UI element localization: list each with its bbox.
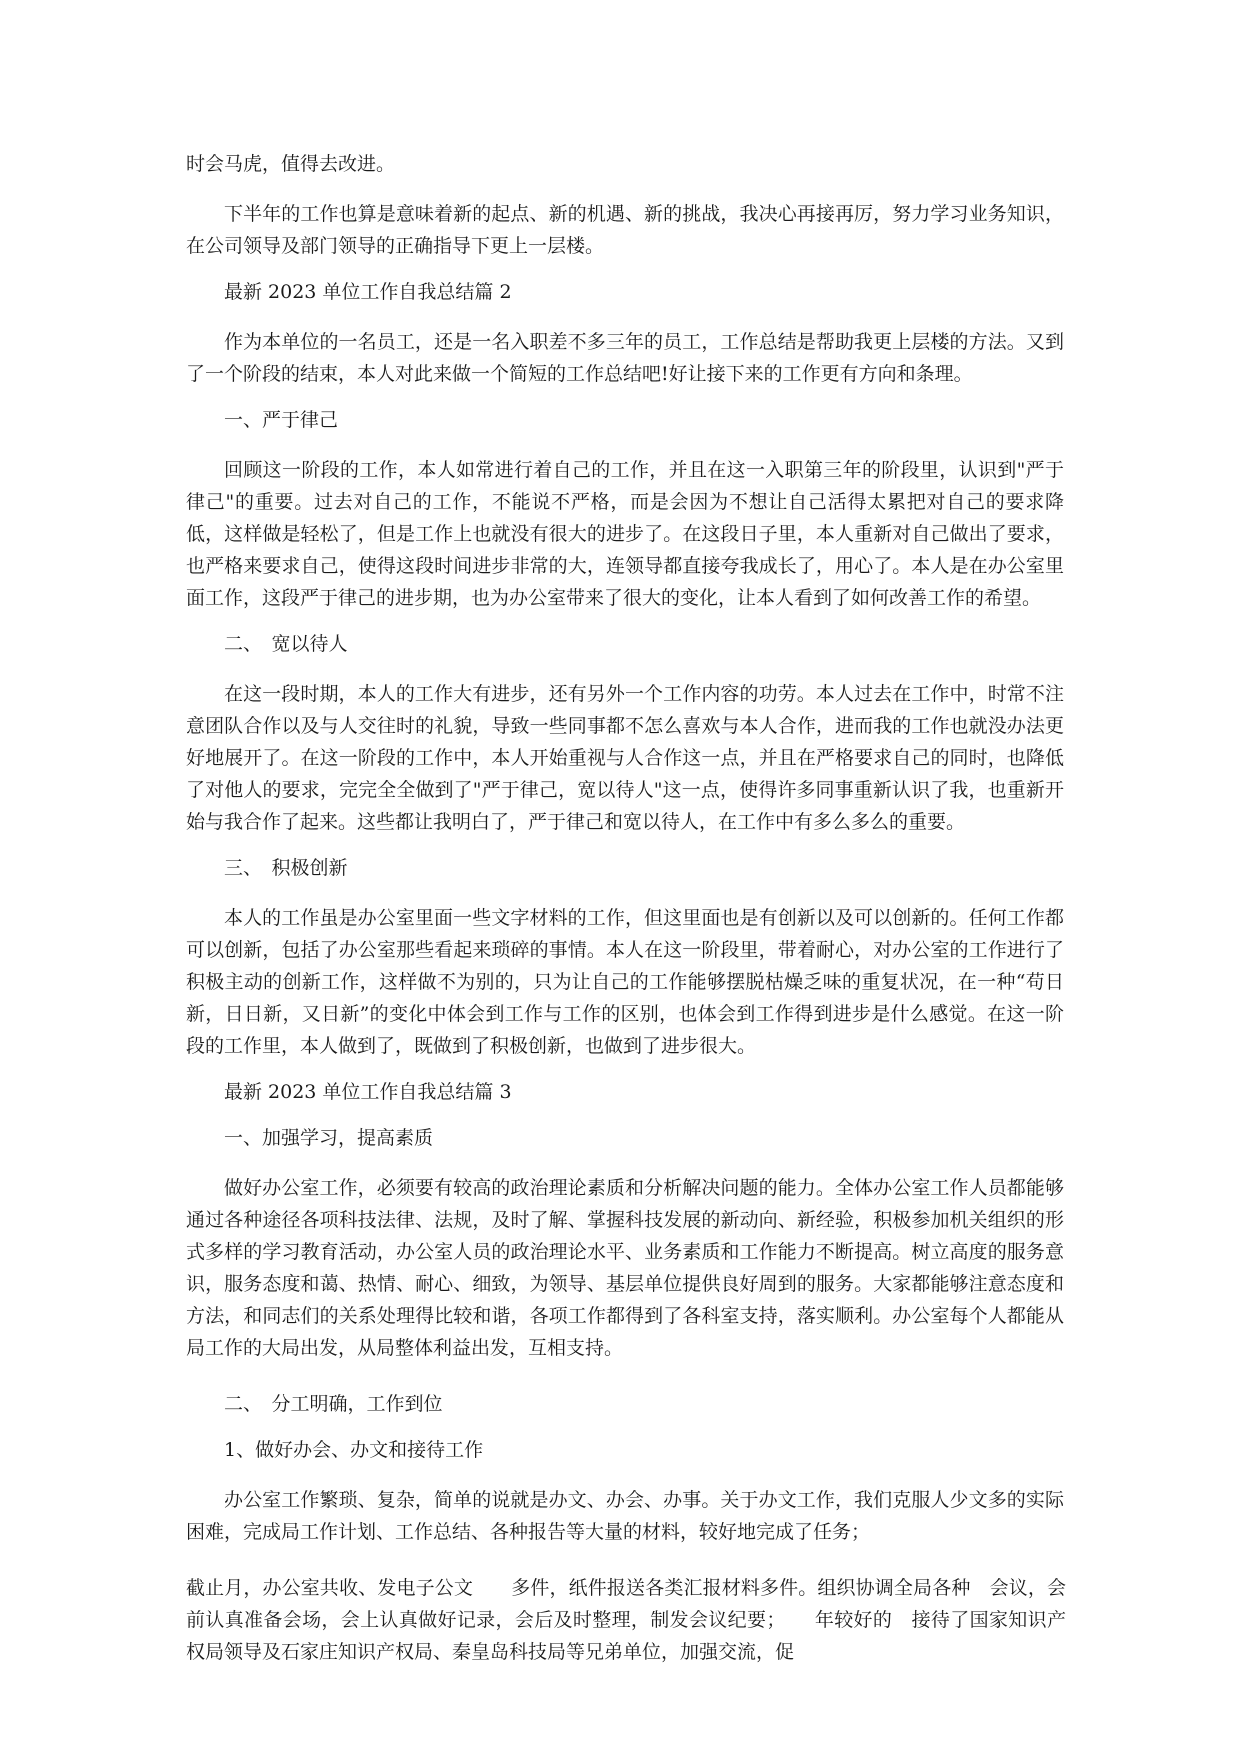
heading-strict-with-self: 一、严于律己 [224,409,339,431]
heading-strengthen-learning: 一、加强学习，提高素质 [224,1127,434,1149]
heading-active-innovation: 三、 积极创新 [224,857,348,879]
section-title-part-3: 最新 2023 单位工作自我总结篇 3 [224,1081,512,1103]
paragraph-lenient-to-others: 在这一段时期，本人的工作大有进步，还有另外一个工作内容的功劳。本人过去在工作中，时常不注意团队合作以及与人交往时的礼貌，导致一些同事都不怎么喜欢与本人合作，进而我的工作也就没办法更好地展开了。在这一阶段的工作中，本人开始重视与人合作这一点，并且在严格要求自己的同时，也降低了对他人的要求，完完全全做到了"严于律己，宽以待人"这一点，使得许多同事重新认识了我，也重新开始与我合作了起来。这些都让我明白了，严于律己和宽以待人，在工作中有多么多么的重要。 [186,683,1064,833]
paragraph-second-half-year: 下半年的工作也算是意味着新的起点、新的机遇、新的挑战，我决心再接再厉，努力学习业务知识，在公司领导及部门领导的正确指导下更上一层楼。 [186,203,1064,257]
paragraph-active-innovation: 本人的工作虽是办公室里面一些文字材料的工作，但这里面也是有创新以及可以创新的。任何工作都可以创新，包括了办公室那些看起来琐碎的事情。本人在这一阶段里，带着耐心，对办公室的工作进行了积极主动的创新工作，这样做不为别的，只为让自己的工作能够摆脱枯燥乏味的重复状况，在一种“苟日新，日日新，又日新”的变化中体会到工作与工作的区别，也体会到工作得到进步是什么感觉。在这一阶段的工作里，本人做到了，既做到了积极创新，也做到了进步很大。 [186,907,1064,1057]
paragraph-continuation: 时会马虎，值得去改进。 [186,153,396,175]
paragraph-intro-part-2: 作为本单位的一名员工，还是一名入职差不多三年的员工，工作总结是帮助我更上层楼的方法。又到了一个阶段的结束，本人对此来做一个简短的工作总结吧!好让接下来的工作更有方向和条理。 [186,331,1064,385]
paragraph-statistics: 截止月，办公室共收、发电子公文 多件，纸件报送各类汇报材料多件。组织协调全局各种 会议，会前认真准备会场，会上认真做好记录，会后及时整理，制发会议纪要； 年较好的 接待了国家知识产权局领导及石家庄知识产权局、秦皇岛科技局等兄弟单位，加强交流，促 [186,1577,1066,1663]
heading-meetings-documents: 1、做好办会、办文和接待工作 [224,1439,484,1461]
paragraph-office-work: 办公室工作繁琐、复杂，简单的说就是办文、办会、办事。关于办文工作，我们克服人少文多的实际困难，完成局工作计划、工作总结、各种报告等大量的材料，较好地完成了任务； [186,1489,1064,1543]
section-title-part-2: 最新 2023 单位工作自我总结篇 2 [224,281,512,303]
heading-lenient-to-others: 二、 宽以待人 [224,633,348,655]
paragraph-strict-with-self: 回顾这一阶段的工作，本人如常进行着自己的工作，并且在这一入职第三年的阶段里，认识到"严于律己"的重要。过去对自己的工作，不能说不严格，而是会因为不想让自己活得太累把对自己的要求降低，这样做是轻松了，但是工作上也就没有很大的进步了。在这段日子里，本人重新对自己做出了要求，也严格来要求自己，使得这段时间进步非常的大，连领导都直接夸我成长了，用心了。本人是在办公室里面工作，这段严于律己的进步期，也为办公室带来了很大的变化，让本人看到了如何改善工作的希望。 [186,459,1064,609]
paragraph-strengthen-learning: 做好办公室工作，必须要有较高的政治理论素质和分析解决问题的能力。全体办公室工作人员都能够通过各种途径各项科技法律、法规，及时了解、掌握科技发展的新动向、新经验，积极参加机关组织的形式多样的学习教育活动，办公室人员的政治理论水平、业务素质和工作能力不断提高。树立高度的服务意识，服务态度和蔼、热情、耐心、细致，为领导、基层单位提供良好周到的服务。大家都能够注意态度和方法，和同志们的关系处理得比较和谐，各项工作都得到了各科室支持，落实顺利。办公室每个人都能从局工作的大局出发，从局整体利益出发，互相支持。 [186,1177,1064,1359]
heading-clear-division: 二、 分工明确，工作到位 [224,1393,443,1415]
